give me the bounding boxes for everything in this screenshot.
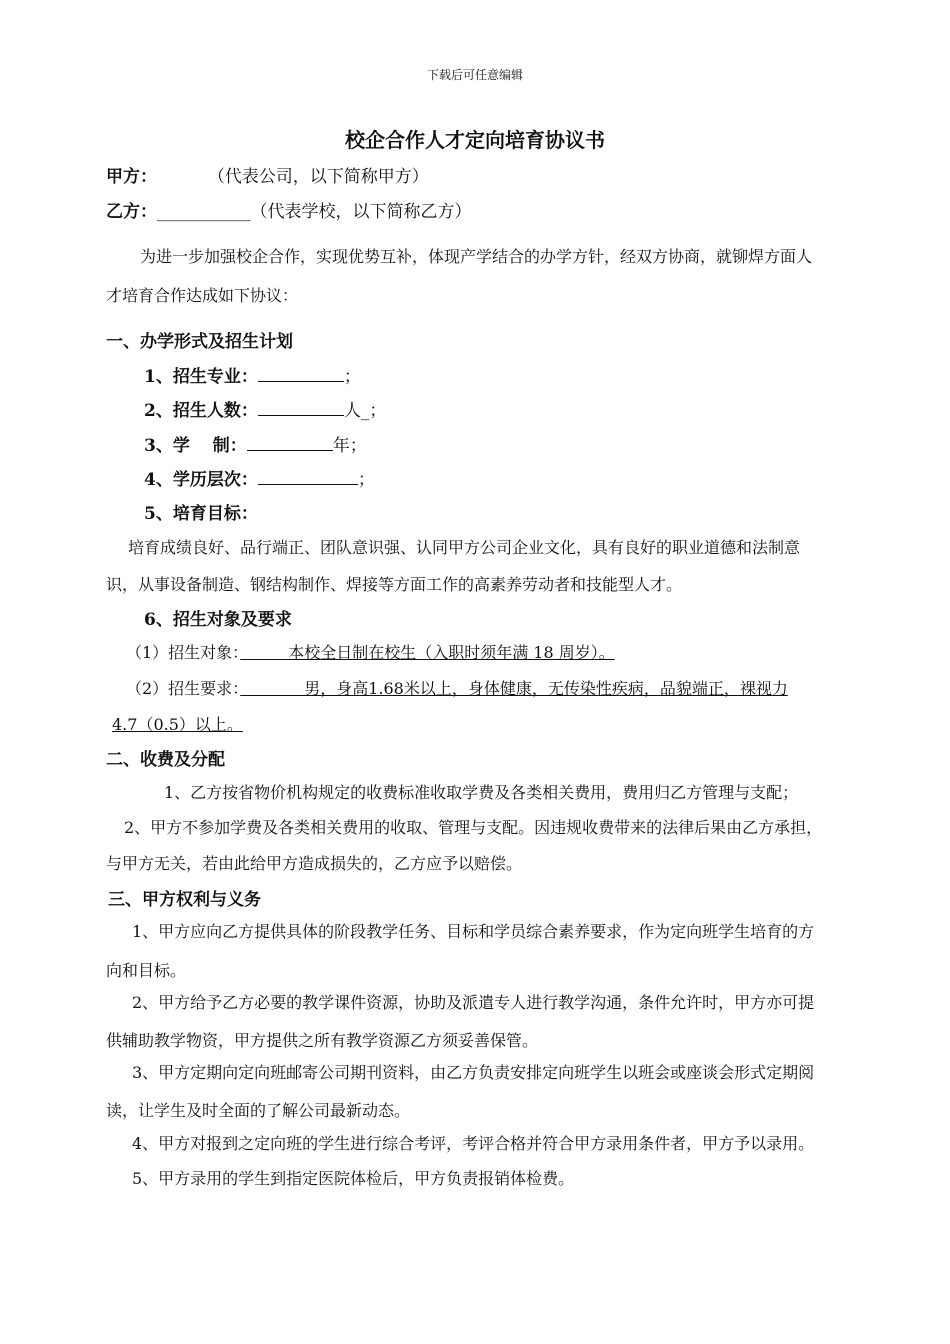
duty-4: 4、甲方对报到之定向班的学生进行综合考评，考评合格并符合甲方录用条件者，甲方予以录用。 (132, 1134, 815, 1153)
fee-para-2-line-1: 2、甲方不参加学费及各类相关费用的收取、管理与支配。因违规收费带来的法律后果由乙方承担， (124, 818, 823, 837)
party-a-line (106, 162, 429, 187)
requirement-label: （2）招生要求： (126, 679, 241, 698)
target-line (126, 640, 615, 663)
duty-2-line-2: 供辅助教学物资，甲方提供之所有教学资源乙方须妥善保管。 (106, 1031, 539, 1050)
duty-1-line-2: 向和目标。 (106, 961, 187, 980)
duty-5: 5、甲方录用的学生到指定医院体检后，甲方负责报销体检费。 (132, 1169, 575, 1188)
item-duration-label: 3、学 制： (144, 436, 247, 456)
item-count-label: 2、招生人数： (144, 401, 258, 421)
requirement-value-2: 4.7（0.5）以上。 (112, 715, 243, 734)
item-duration-blank (247, 436, 333, 451)
fee-para-2-line-2: 与甲方无关，若由此给甲方造成损失的，乙方应予以赔偿。 (106, 854, 523, 873)
item-major-label: 1、招生专业： (144, 367, 258, 387)
party-b-desc: （代表学校，以下简称乙方） (250, 202, 472, 222)
section2-heading: 二、收费及分配 (106, 750, 225, 770)
item-duration (144, 431, 367, 456)
duty-3-line-1: 3、甲方定期向定向班邮寄公司期刊资料，由乙方负责安排定向班学生以班会或座谈会形式定期阅 (132, 1063, 815, 1082)
party-b-line (106, 197, 472, 222)
party-a-label: 甲方： (106, 167, 157, 187)
target-label: （1）招生对象： (126, 643, 241, 662)
header-note: 下载后可任意编辑 (426, 68, 523, 82)
item-count-after: 人_； (343, 401, 387, 421)
item-goal-label: 5、培育目标： (144, 504, 258, 524)
item-education (144, 465, 375, 490)
party-b-blank: ___________ (157, 202, 251, 222)
target-value: 本校全日制在校生（入职时须年满 18 周岁）。 (240, 643, 615, 662)
document-title: 校企合作人才定向培育协议书 (345, 128, 605, 152)
item-duration-after: 年； (332, 436, 367, 456)
duty-2-line-1: 2、甲方给予乙方必要的教学课件资源，协助及派遣专人进行教学沟通，条件允许时，甲方亦可提 (132, 993, 815, 1012)
duty-3-line-2: 读，让学生及时全面的了解公司最新动态。 (106, 1101, 411, 1120)
duty-1-line-1: 1、甲方应向乙方提供具体的阶段教学任务、目标和学员综合素养要求，作为定向班学生培育的方 (132, 922, 815, 941)
item-count (144, 396, 386, 421)
party-a-desc: （代表公司，以下简称甲方） (207, 167, 429, 187)
requirement-line (126, 676, 788, 699)
goal-line-1: 培育成绩良好、品行端正、团队意识强、认同甲方公司企业文化，具有良好的职业道德和法制意 (128, 538, 801, 557)
item-major-blank (258, 367, 344, 382)
fee-para-1: 1、乙方按省物价机构规定的收费标准收取学费及各类相关费用，费用归乙方管理与支配； (164, 783, 799, 802)
item-major-after: ； (343, 367, 361, 387)
item-education-after: ； (357, 470, 375, 490)
party-b-label: 乙方： (106, 202, 157, 222)
item-education-blank (258, 470, 358, 485)
item-major (144, 362, 361, 387)
intro-line-2: 才培育合作达成如下协议： (106, 286, 299, 305)
section3-heading: 三、甲方权利与义务 (108, 890, 261, 910)
item-education-label: 4、学历层次： (144, 470, 258, 490)
goal-line-2: 识，从事设备制造、钢结构制作、焊接等方面工作的高素养劳动者和技能型人才。 (106, 575, 683, 594)
requirement-value: 男，身高1.68米以上，身体健康，无传染性疾病，品貌端正，裸视力 (240, 679, 788, 698)
item6-heading: 6、招生对象及要求 (144, 610, 292, 630)
section1-heading: 一、办学形式及招生计划 (106, 332, 293, 352)
intro-line-1: 为进一步加强校企合作，实现优势互补，体现产学结合的办学方针，经双方协商，就铆焊方面人 (140, 247, 813, 266)
item-count-blank (258, 401, 344, 416)
